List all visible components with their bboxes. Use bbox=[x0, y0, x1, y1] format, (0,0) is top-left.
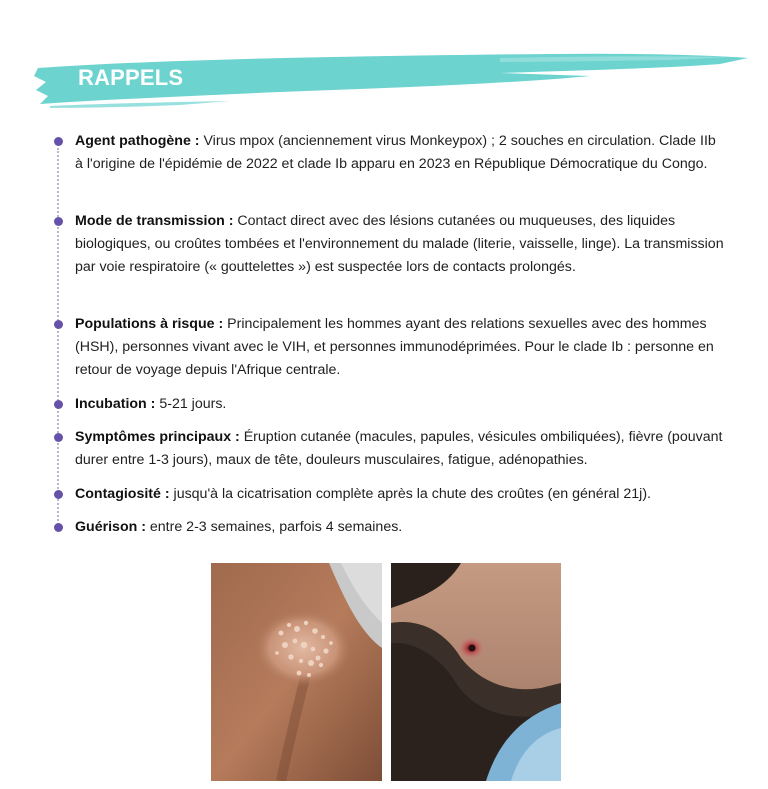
list-item-populations-risque bbox=[75, 313, 725, 382]
item-label: Guérison : bbox=[75, 519, 146, 535]
timeline-line bbox=[57, 148, 59, 528]
list-item-agent-pathogene bbox=[75, 130, 725, 176]
item-text: Principalement les hommes ayant des relations sexuelles avec des hommes (HSH), personnes vivant avec le VIH, et personnes immunodéprimées. Pour le clade Ib : personne en retour de voyage depuis l'Afrique centrale. bbox=[75, 316, 714, 378]
item-text: 5-21 jours. bbox=[155, 396, 227, 412]
item-text: Virus mpox (anciennement virus Monkeypox) ; 2 souches en circulation. Clade IIb à l'origine de l'épidémie de 2022 et clade Ib apparu en 2023 en République Démocratique du Congo. bbox=[75, 133, 716, 172]
item-label: Agent pathogène : bbox=[75, 133, 200, 149]
item-label: Mode de transmission : bbox=[75, 213, 234, 229]
item-text: Éruption cutanée (macules, papules, vésicules ombiliquées), fièvre (pouvant durer entre 1-3 jours), maux de tête, douleurs musculaires, fatigue, adénopathies. bbox=[75, 429, 723, 468]
list-item-guerison bbox=[75, 516, 725, 539]
bullet-dot bbox=[54, 433, 63, 442]
bullet-dot bbox=[54, 523, 63, 532]
item-label: Populations à risque : bbox=[75, 316, 224, 332]
list-item-incubation bbox=[75, 393, 725, 416]
item-text: Contact direct avec des lésions cutanées ou muqueuses, des liquides biologiques, ou croûtes tombées et l'environnement du malade (literie, vaisselle, linge). La transmission par voie respiratoire (« gouttelettes ») est suspectée lors de contacts prolongés. bbox=[75, 213, 724, 275]
item-label: Contagiosité : bbox=[75, 486, 170, 502]
item-label: Incubation : bbox=[75, 396, 156, 412]
item-text: jusqu'à la cicatrisation complète après la chute des croûtes (en général 21j). bbox=[169, 486, 651, 502]
page-title: RAPPELS bbox=[78, 65, 184, 90]
bullet-dot bbox=[54, 490, 63, 499]
item-text: entre 2-3 semaines, parfois 4 semaines. bbox=[145, 519, 403, 535]
bullet-dot bbox=[54, 320, 63, 329]
list-item-symptomes bbox=[75, 426, 725, 472]
list-item-mode-transmission bbox=[75, 210, 725, 279]
bullet-dot bbox=[54, 137, 63, 146]
photo-skin-rash bbox=[211, 563, 382, 781]
photo-face-lesion bbox=[391, 563, 561, 781]
bullet-dot bbox=[54, 400, 63, 409]
item-label: Symptômes principaux : bbox=[75, 429, 240, 445]
list-item-contagiosite bbox=[75, 483, 725, 506]
bullet-dot bbox=[54, 217, 63, 226]
